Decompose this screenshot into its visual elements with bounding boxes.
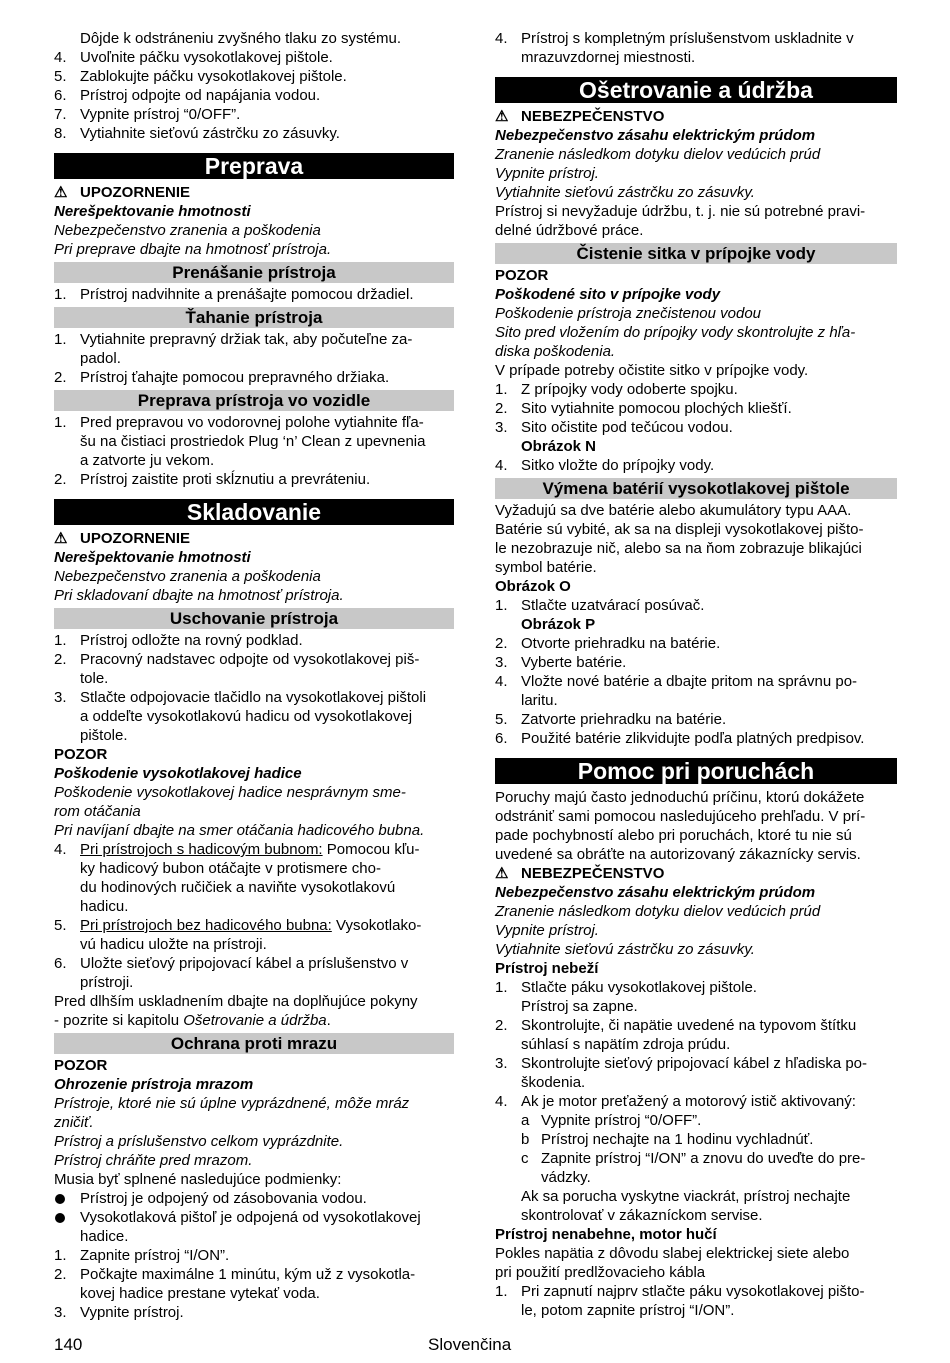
list-number: 5. <box>495 711 508 728</box>
list-text: Prístroj zaistite proti skĺznutiu a prevráteniu. <box>80 471 371 488</box>
list-number: 2. <box>495 1017 508 1034</box>
right-column <box>495 29 897 1320</box>
list-text: Sito očistite pod tečúcou vodou. <box>521 419 733 436</box>
indented-text: Dôjde k odstráneniu zvyšného tlaku zo systému. <box>80 30 401 47</box>
list-text: Zatvorte priehradku na batérie. <box>521 711 727 728</box>
subsection-heading: Ochrana proti mrazu <box>54 1033 454 1054</box>
list-number: 3. <box>495 654 508 671</box>
bold-label: Prístroj nenabehne, motor hučí <box>495 1226 717 1243</box>
left-column <box>54 29 454 1322</box>
list-number: 8. <box>54 125 67 142</box>
sub-list-text: Vypnite prístroj “0/OFF”. <box>541 1112 702 1129</box>
list-number: 3. <box>54 689 67 706</box>
list-text: Pri zapnutí najprv stlačte páku vysokotlakovej pišto- le, potom zapnite prístroj “I/ON”. <box>521 1283 865 1319</box>
hazard-title: Poškodenie vysokotlakovej hadice <box>54 765 302 782</box>
underlined-condition: Pri prístrojoch bez hadicového bubna: <box>80 917 332 934</box>
subsection-heading: Výmena batérií vysokotlakovej pištole <box>495 478 897 499</box>
list-number: 1. <box>54 1247 67 1264</box>
warning-line <box>495 107 897 126</box>
list-text: Prístroj nadvihnite a prenášajte pomocou držadiel. <box>80 286 414 303</box>
italic-note: Zranenie následkom dotyku dielov vedúcich prúd <box>495 146 821 163</box>
italic-note: Vytiahnite sieťovú zástrčku zo zásuvky. <box>495 184 755 201</box>
bullet-icon <box>55 1194 65 1204</box>
italic-note: Sito pred vložením do prípojky vody skontrolujte z hľa- diska poškodenia. <box>495 324 856 360</box>
paragraph: Pokles napätia z dôvodu slabej elektrickej siete alebo pri použití predlžovacieho kábla <box>495 1245 850 1281</box>
list-item <box>54 67 454 86</box>
list-text: Vypnite prístroj. <box>80 1304 184 1321</box>
list-item <box>495 653 897 672</box>
warning-line <box>495 864 897 883</box>
list-text: Vložte nové batérie a dbajte pritom na správnu po- laritu. <box>521 673 858 709</box>
indented-text: Ak sa porucha vyskytne viackrát, prístroj nechajte skontrolovať v zákazníckom servise. <box>521 1188 851 1224</box>
italic-note: Prístroje, ktoré nie sú úplne vyprázdnené, môže mráz zničiť. <box>54 1095 410 1131</box>
hazard-title: Poškodené sito v prípojke vody <box>495 286 721 303</box>
warning-icon: ⚠ <box>495 108 509 125</box>
list-number: 5. <box>54 917 67 934</box>
bold-label: POZOR <box>54 1057 108 1074</box>
paragraph: Musia byť splnené nasledujúce podmienky: <box>54 1171 342 1188</box>
section-heading: Preprava <box>54 153 454 179</box>
sub-list-letter: a <box>521 1112 530 1129</box>
subsection-heading: Preprava prístroja vo vozidle <box>54 390 454 411</box>
list-item <box>54 840 454 916</box>
hazard-title: Nebezpečenstvo zásahu elektrickým prúdom <box>495 127 816 144</box>
list-item <box>54 285 454 304</box>
list-item <box>54 330 454 368</box>
list-number: 1. <box>54 286 67 303</box>
hazard-title: Ohrozenie prístroja mrazom <box>54 1076 254 1093</box>
list-item <box>495 380 897 399</box>
list-text: Sitko vložte do prípojky vody. <box>521 457 715 474</box>
reference-tail: . <box>326 1012 331 1029</box>
list-text: Vypnite prístroj “0/OFF”. <box>80 106 241 123</box>
list-text: Skontrolujte sieťový pripojovací kábel z hľadiska po- škodenia. <box>521 1055 868 1091</box>
list-item <box>54 688 454 745</box>
list-item <box>54 124 454 143</box>
list-text: Pomocou kľu- ky hadicový bubon otáčajte v protismere cho- du hodinových ručičiek a naviňte vysokotlakovú hadicu. <box>80 841 420 915</box>
list-text: Stlačte uzatvárací posúvač. <box>521 597 705 614</box>
warning-line <box>54 529 454 548</box>
list-number: 3. <box>495 419 508 436</box>
list-item <box>54 916 454 954</box>
hazard-title: Nerešpektovanie hmotnosti <box>54 203 251 220</box>
bold-label: POZOR <box>495 267 549 284</box>
list-text: Vyberte batérie. <box>521 654 627 671</box>
list-number: 1. <box>495 597 508 614</box>
list-item <box>54 650 454 688</box>
list-text: Vytiahnite prepravný držiak tak, aby počuteľne za- padol. <box>80 331 413 367</box>
sub-list-letter: b <box>521 1131 530 1148</box>
bullet-icon <box>55 1213 65 1223</box>
list-text: Prístroj ťahajte pomocou prepravného držiaka. <box>80 369 390 386</box>
list-text: Z prípojky vody odoberte spojku. <box>521 381 738 398</box>
list-item <box>495 399 897 418</box>
warning-label: UPOZORNENIE <box>80 184 191 201</box>
list-number: 4. <box>54 49 67 66</box>
figure-reference: Obrázok N <box>521 438 597 455</box>
list-text: Otvorte priehradku na batérie. <box>521 635 721 652</box>
list-text: Ak je motor preťažený a motorový istič aktivovaný: <box>521 1093 856 1110</box>
list-number: 2. <box>495 400 508 417</box>
subsection-heading: Prenášanie prístroja <box>54 262 454 283</box>
list-item <box>495 418 897 437</box>
bold-label: POZOR <box>54 746 108 763</box>
list-number: 6. <box>54 955 67 972</box>
list-number: 6. <box>495 730 508 747</box>
list-item <box>54 48 454 67</box>
list-item <box>495 1054 897 1092</box>
italic-note: Nebezpečenstvo zranenia a poškodenia <box>54 568 321 585</box>
list-item <box>495 596 897 615</box>
list-item <box>54 1303 454 1322</box>
section-heading: Pomoc pri poruchách <box>495 758 897 784</box>
list-number: 2. <box>54 369 67 386</box>
bullet-item <box>54 1208 454 1246</box>
warning-label: NEBEZPEČENSTVO <box>521 865 665 882</box>
paragraph: V prípade potreby očistite sitko v prípojke vody. <box>495 362 809 379</box>
list-text: Stlačte páku vysokotlakovej pištole. <box>521 979 757 996</box>
sub-list-letter: c <box>521 1150 529 1167</box>
list-number: 1. <box>495 381 508 398</box>
list-item <box>495 1092 897 1111</box>
list-number: 4. <box>495 457 508 474</box>
italic-note: Vypnite prístroj. <box>495 922 599 939</box>
list-text: Prístroj odpojte od napájania vodou. <box>80 87 321 104</box>
italic-note: Vypnite prístroj. <box>495 165 599 182</box>
list-item <box>54 105 454 124</box>
list-number: 2. <box>54 471 67 488</box>
warning-label: NEBEZPEČENSTVO <box>521 108 665 125</box>
paragraph: Batérie sú vybité, ak sa na displeji vysokotlakovej pišto- le nezobrazuje nič, alebo sa na ňom zobrazuje blikajúci symbol batérie. <box>495 521 864 576</box>
paragraph: Poruchy majú často jednoduchú príčinu, ktorú dokážete odstrániť sami pomocou nasledujúceho prehľadu. V prí- pade pochybností alebo pri poruchách, ktoré tu nie sú uvedené sa obráťte na autorizovaný zákaznícky servis. <box>495 789 866 863</box>
italic-note: Poškodenie vysokotlakovej hadice nesprávnym sme- rom otáčania <box>54 784 406 820</box>
warning-label: UPOZORNENIE <box>80 530 191 547</box>
figure-reference: Obrázok P <box>521 616 596 633</box>
warning-icon: ⚠ <box>54 184 68 201</box>
underlined-condition: Pri prístrojoch s hadicovým bubnom: <box>80 841 323 858</box>
list-number: 1. <box>54 331 67 348</box>
list-text: Pred prepravou vo vodorovnej polohe vytiahnite fľa- šu na čistiaci prostriedok Plug ‘n’ Clean z upevnenia a zatvorte ju vekom. <box>80 414 426 469</box>
italic-note: Vytiahnite sieťovú zástrčku zo zásuvky. <box>495 941 755 958</box>
paragraph: Pred dlhším uskladnením dbajte na doplňujúce pokyny - pozrite si kapitolu Ošetrovanie a údržba. <box>54 993 418 1029</box>
indented-text: Prístroj sa zapne. <box>521 998 638 1015</box>
italic-note: Pri skladovaní dbajte na hmotnosť prístroja. <box>54 587 344 604</box>
page-number: 140 <box>54 1335 83 1354</box>
bold-label: Obrázok O <box>495 578 571 595</box>
subsection-heading: Čistenie sitka v prípojke vody <box>495 243 897 264</box>
list-item <box>495 710 897 729</box>
italic-note: Prístroj chráňte pred mrazom. <box>54 1152 253 1169</box>
list-item <box>495 29 897 67</box>
list-text: Uvoľnite páčku vysokotlakovej pištole. <box>80 49 333 66</box>
italic-note: Pri navíjaní dbajte na smer otáčania hadicového bubna. <box>54 822 425 839</box>
list-item <box>54 413 454 470</box>
list-item <box>54 470 454 489</box>
italic-note: Pri preprave dbajte na hmotnosť prístroja. <box>54 241 332 258</box>
list-text: Sito vytiahnite pomocou plochých kliešťí. <box>521 400 792 417</box>
list-item <box>495 672 897 710</box>
list-item <box>495 729 897 748</box>
italic-note: Prístroj a príslušenstvo celkom vyprázdnite. <box>54 1133 344 1150</box>
list-text: Počkajte maximálne 1 minútu, kým už z vysokotla- kovej hadice prestane vytekať voda. <box>80 1266 416 1302</box>
list-number: 3. <box>54 1304 67 1321</box>
list-item <box>54 631 454 650</box>
list-number: 2. <box>495 635 508 652</box>
chapter-reference: Ošetrovanie a údržba <box>183 1012 327 1029</box>
hazard-title: Nebezpečenstvo zásahu elektrickým prúdom <box>495 884 816 901</box>
list-item <box>54 1265 454 1303</box>
sub-list-text: Prístroj nechajte na 1 hodinu vychladnúť. <box>541 1131 814 1148</box>
bold-label: Prístroj nebeží <box>495 960 599 977</box>
list-number: 3. <box>495 1055 508 1072</box>
list-item <box>495 1016 897 1054</box>
list-number: 4. <box>54 841 67 858</box>
list-text: Vysokotlako- vú hadicu uložte na prístroji. <box>80 917 422 953</box>
italic-note: Poškodenie prístroja znečistenou vodou <box>495 305 762 322</box>
italic-note: Nebezpečenstvo zranenia a poškodenia <box>54 222 321 239</box>
list-item <box>495 634 897 653</box>
list-text: Prístroj odložte na rovný podklad. <box>80 632 303 649</box>
list-number: 1. <box>54 414 67 431</box>
warning-icon: ⚠ <box>495 865 509 882</box>
list-item <box>54 86 454 105</box>
bullet-text: Vysokotlaková pištoľ je odpojená od vysokotlakovej hadice. <box>80 1209 421 1245</box>
warning-icon: ⚠ <box>54 530 68 547</box>
list-number: 2. <box>54 1266 67 1283</box>
sub-list-item <box>495 1130 897 1149</box>
paragraph: Prístroj si nevyžaduje údržbu, t. j. nie sú potrebné pravi- delné údržbové práce. <box>495 203 866 239</box>
list-item <box>54 954 454 992</box>
warning-line <box>54 183 454 202</box>
list-text: Vytiahnite sieťovú zástrčku zo zásuvky. <box>80 125 340 142</box>
sub-list-item <box>495 1111 897 1130</box>
subsection-heading: Ťahanie prístroja <box>54 307 454 328</box>
list-text: Zablokujte páčku vysokotlakovej pištole. <box>80 68 347 85</box>
list-item <box>54 1246 454 1265</box>
list-item <box>495 978 897 997</box>
bullet-text: Prístroj je odpojený od zásobovania vodou. <box>80 1190 367 1207</box>
list-item <box>495 456 897 475</box>
list-number: 2. <box>54 651 67 668</box>
paragraph: Vyžadujú sa dve batérie alebo akumulátory typu AAA. <box>495 502 852 519</box>
sub-list-text: Zapnite prístroj “I/ON” a znovu do uveďte do pre- vádzky. <box>541 1150 866 1186</box>
list-item <box>495 1282 897 1320</box>
list-number: 1. <box>495 1283 508 1300</box>
sub-list-item <box>495 1149 897 1187</box>
subsection-heading: Uschovanie prístroja <box>54 608 454 629</box>
list-text: Prístroj s kompletným príslušenstvom uskladnite v mrazuvzdornej miestnosti. <box>521 30 854 66</box>
list-text: Stlačte odpojovacie tlačidlo na vysokotlakovej pištoli a oddeľte vysokotlakovú hadicu od vysokotlakovej pištole. <box>80 689 427 744</box>
italic-note: Zranenie následkom dotyku dielov vedúcich prúd <box>495 903 821 920</box>
bullet-item <box>54 1189 454 1208</box>
list-number: 1. <box>54 632 67 649</box>
hazard-title: Nerešpektovanie hmotnosti <box>54 549 251 566</box>
list-text: Uložte sieťový pripojovací kábel a príslušenstvo v prístroji. <box>80 955 409 991</box>
list-number: 7. <box>54 106 67 123</box>
list-item <box>54 368 454 387</box>
list-text: Zapnite prístroj “I/ON”. <box>80 1247 230 1264</box>
list-text: Použité batérie zlikvidujte podľa platných predpisov. <box>521 730 865 747</box>
list-number: 1. <box>495 979 508 996</box>
list-number: 5. <box>54 68 67 85</box>
list-text: Pracovný nadstavec odpojte od vysokotlakovej piš- tole. <box>80 651 420 687</box>
list-text: Skontrolujte, či napätie uvedené na typovom štítku súhlasí s napätím zdroja prúdu. <box>521 1017 857 1053</box>
list-number: 6. <box>54 87 67 104</box>
list-number: 4. <box>495 30 508 47</box>
language-label: Slovenčina <box>428 1335 512 1354</box>
section-heading: Skladovanie <box>54 499 454 525</box>
list-number: 4. <box>495 673 508 690</box>
section-heading: Ošetrovanie a údržba <box>495 77 897 103</box>
list-number: 4. <box>495 1093 508 1110</box>
